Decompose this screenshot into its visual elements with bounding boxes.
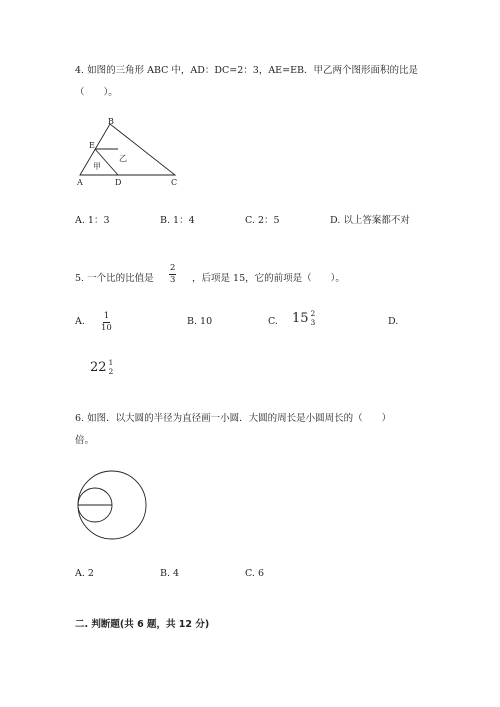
q5-option-d-whole: 22 — [90, 359, 107, 375]
q4-triangle-figure — [72, 115, 192, 190]
label-e: E — [89, 141, 95, 150]
q5-option-a-label[interactable]: A. — [75, 316, 85, 327]
label-b: B — [108, 117, 114, 126]
label-c: C — [171, 178, 178, 187]
q5-option-c-whole: 15 — [292, 310, 309, 326]
q5-stem-fraction — [169, 264, 176, 284]
q5-option-c-mixed-number[interactable] — [292, 310, 316, 326]
q4-stem-line2: （ ）。 — [75, 87, 118, 98]
q5-option-b[interactable]: B. 10 — [187, 316, 213, 327]
q5-option-c-fraction — [310, 310, 317, 326]
q4-option-d[interactable]: D. 以上答案都不对 — [330, 215, 410, 226]
q5-stem-prefix: 5. 一个比的比值是 — [75, 273, 154, 284]
label-d: D — [115, 178, 122, 187]
q6-circles-figure — [72, 465, 152, 545]
q4-option-a[interactable]: A. 1：3 — [75, 215, 110, 226]
q5-option-d-mixed-number[interactable] — [90, 359, 114, 375]
q5-stem-denominator: 3 — [170, 274, 176, 285]
label-yi: 乙 — [119, 154, 127, 163]
q5-option-c-label[interactable]: C. — [268, 316, 278, 327]
q4-option-b[interactable]: B. 1：4 — [160, 215, 195, 226]
section-2-title: 二. 判断题(共 6 题，共 12 分) — [75, 619, 210, 630]
q5-option-d-numerator: 1 — [108, 358, 114, 367]
q5-option-d-label[interactable]: D. — [388, 316, 399, 327]
q6-option-c[interactable]: C. 6 — [245, 568, 265, 579]
q5-stem-numerator: 2 — [170, 263, 176, 273]
q5-option-a-denominator: 10 — [101, 322, 112, 333]
q5-option-d-denominator: 2 — [108, 366, 114, 376]
label-jia: 甲 — [93, 162, 101, 171]
q5-option-c-numerator: 2 — [310, 309, 316, 318]
label-a: A — [77, 178, 83, 187]
q6-stem-line2: 倍。 — [75, 435, 95, 446]
q6-option-a[interactable]: A. 2 — [75, 568, 94, 579]
q5-option-a-numerator: 1 — [103, 311, 110, 321]
q6-option-b[interactable]: B. 4 — [160, 568, 180, 579]
q4-stem-line1: 4. 如图的三角形 ABC 中，AD：DC=2：3，AE=EB．甲乙两个图形面积的比是 — [75, 65, 418, 76]
q5-stem-suffix: ，后项是 15，它的前项是（ ）。 — [192, 273, 345, 284]
q5-option-c-denominator: 3 — [310, 317, 316, 327]
q4-option-c[interactable]: C. 2：5 — [245, 215, 280, 226]
q5-option-a-fraction[interactable] — [101, 312, 112, 332]
q6-stem-line1: 6. 如图．以大圆的半径为直径画一小圆．大圆的周长是小圆周长的（ ） — [75, 413, 392, 424]
q5-option-d-fraction — [108, 359, 115, 375]
